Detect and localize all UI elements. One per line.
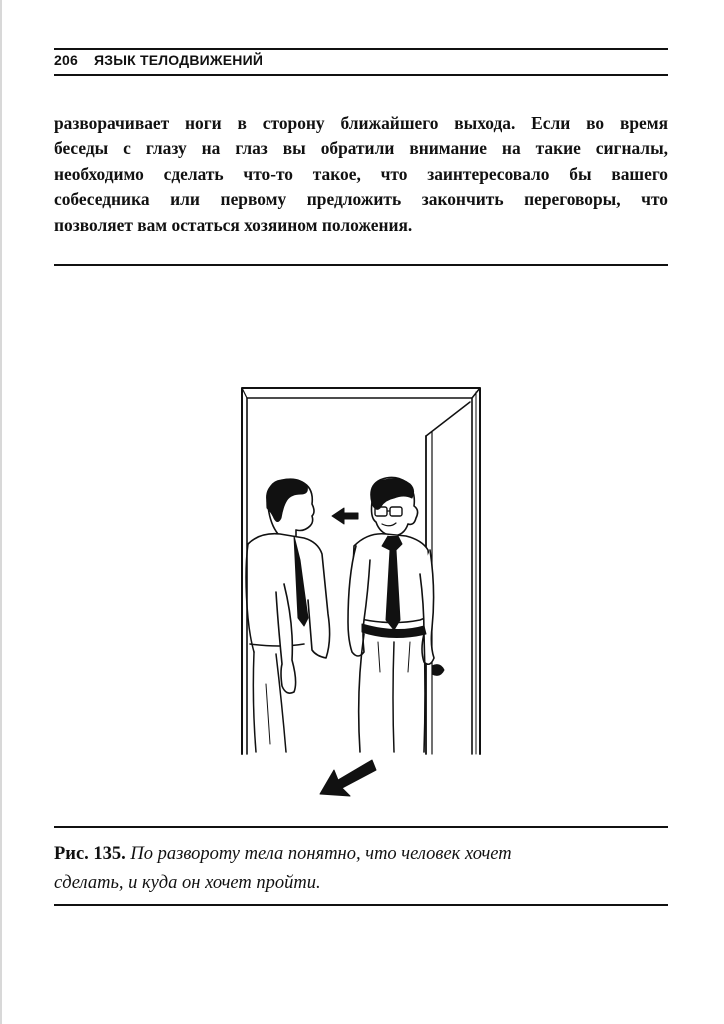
caption-label: Рис. 135. xyxy=(54,844,126,864)
man-facing-left-icon xyxy=(246,479,330,752)
body-line: необходимо сделать что-то такое, что заинтересовало бы вашего xyxy=(54,163,668,184)
figure-caption xyxy=(54,840,654,898)
caption-line-1 xyxy=(54,840,654,869)
body-line: беседы с глазу на глаз вы обратили внимание на такие сигналы, xyxy=(54,138,668,159)
page-number: 206 xyxy=(54,52,78,68)
man-with-glasses-icon xyxy=(348,477,434,752)
figure-illustration xyxy=(234,384,504,804)
body-paragraph xyxy=(54,111,668,238)
caption-text-line1: По развороту тела понятно, что человек хочет xyxy=(130,844,512,864)
down-left-arrow-icon xyxy=(320,760,376,796)
body-line: разворачивает ноги в сторону ближайшего выхода. Если во время xyxy=(54,113,668,133)
body-line: собеседника или первому предложить закончить переговоры, что xyxy=(54,189,668,210)
running-head xyxy=(54,52,668,68)
page-left-edge xyxy=(0,0,2,1024)
header-bottom-rule xyxy=(54,74,668,76)
header-top-rule xyxy=(54,48,668,50)
body-line: позволяет вам остаться хозяином положения. xyxy=(54,214,413,235)
text-end-rule xyxy=(54,264,668,266)
caption-bottom-rule xyxy=(54,904,668,906)
running-title: ЯЗЫК ТЕЛОДВИЖЕНИЙ xyxy=(93,52,264,68)
caption-text-line2: сделать, и куда он хочет пройти. xyxy=(54,873,321,893)
left-arrow-icon xyxy=(332,508,358,524)
caption-top-rule xyxy=(54,826,668,828)
